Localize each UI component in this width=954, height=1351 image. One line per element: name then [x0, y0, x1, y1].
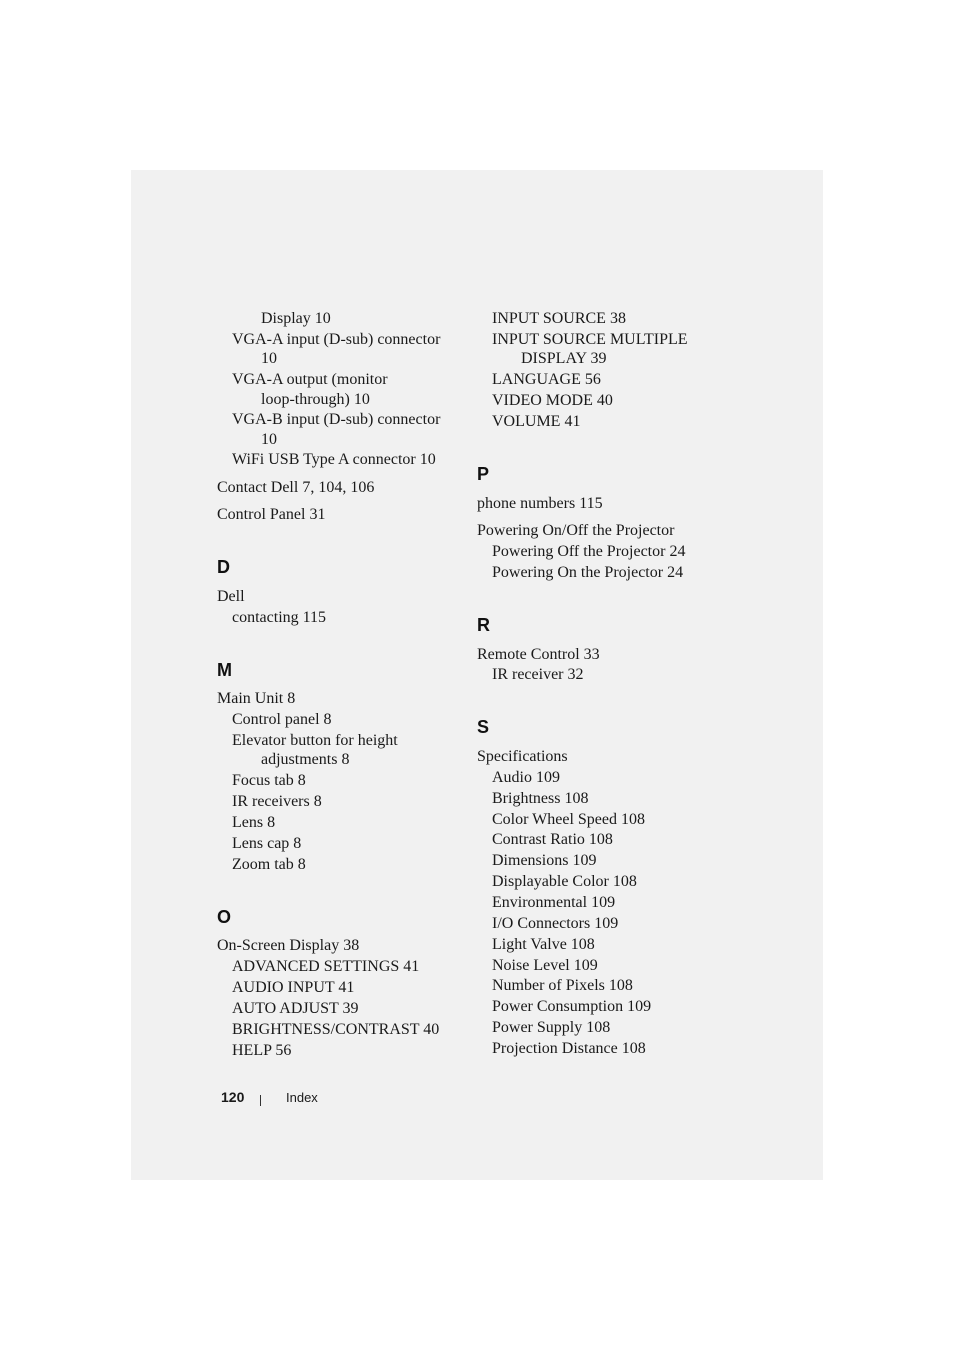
index-entry: Focus tab 8	[232, 772, 306, 789]
index-entry: Elevator button for height	[232, 732, 398, 749]
index-entry: INPUT SOURCE 38	[492, 310, 626, 327]
index-entry: HELP 56	[232, 1042, 292, 1059]
index-entry: Specifications	[477, 748, 568, 765]
index-entry: Power Supply 108	[492, 1019, 611, 1036]
index-entry: BRIGHTNESS/CONTRAST 40	[232, 1021, 440, 1038]
index-entry: phone numbers 115	[477, 495, 603, 512]
index-entry: VGA-A output (monitor	[232, 371, 388, 388]
index-entry: Contrast Ratio 108	[492, 831, 613, 848]
section-heading-r: R	[477, 615, 490, 635]
index-entry: WiFi USB Type A connector 10	[232, 451, 436, 468]
index-entry: IR receivers 8	[232, 793, 322, 810]
index-entry: Dell	[217, 588, 245, 605]
index-entry: I/O Connectors 109	[492, 915, 619, 932]
index-entry: Displayable Color 108	[492, 873, 637, 890]
section-heading-s: S	[477, 717, 490, 737]
index-entry: loop-through) 10	[261, 391, 370, 408]
index-entry: adjustments 8	[261, 751, 350, 768]
index-entry: Powering Off the Projector 24	[492, 543, 686, 560]
section-heading-d: D	[217, 557, 230, 577]
index-entry: AUTO ADJUST 39	[232, 1000, 359, 1017]
index-entry: Audio 109	[492, 769, 560, 786]
page-number: 120	[221, 1089, 245, 1105]
index-entry: Number of Pixels 108	[492, 977, 633, 994]
index-entry: Main Unit 8	[217, 690, 296, 707]
footer-divider	[260, 1095, 261, 1106]
index-entry: VGA-A input (D-sub) connector	[232, 331, 441, 348]
section-heading-m: M	[217, 660, 232, 680]
index-entry: contacting 115	[232, 609, 327, 626]
index-entry: Power Consumption 109	[492, 998, 652, 1015]
index-entry: Zoom tab 8	[232, 856, 306, 873]
section-heading-o: O	[217, 907, 232, 927]
footer-section-title: Index	[286, 1090, 318, 1105]
index-entry: Lens cap 8	[232, 835, 302, 852]
index-entry: Control Panel 31	[217, 506, 326, 523]
index-entry: Color Wheel Speed 108	[492, 811, 646, 828]
index-entry: Lens 8	[232, 814, 276, 831]
index-entry: VIDEO MODE 40	[492, 392, 613, 409]
index-entry: IR receiver 32	[492, 666, 584, 683]
index-entry: LANGUAGE 56	[492, 371, 601, 388]
index-entry: DISPLAY 39	[521, 350, 607, 367]
section-heading-p: P	[477, 464, 490, 484]
index-entry: Light Valve 108	[492, 936, 595, 953]
index-entry: Powering On the Projector 24	[492, 564, 684, 581]
index-entry: Projection Distance 108	[492, 1040, 646, 1057]
index-entry: Environmental 109	[492, 894, 616, 911]
index-entry: VGA-B input (D-sub) connector	[232, 411, 441, 428]
index-entry: AUDIO INPUT 41	[232, 979, 355, 996]
index-entry: Control panel 8	[232, 711, 332, 728]
index-entry: Powering On/Off the Projector	[477, 522, 675, 539]
index-entry: VOLUME 41	[492, 413, 581, 430]
index-entry: Contact Dell 7, 104, 106	[217, 479, 375, 496]
index-entry: 10	[261, 350, 277, 367]
index-entry: Noise Level 109	[492, 957, 598, 974]
index-entry: Brightness 108	[492, 790, 589, 807]
index-entry: 10	[261, 431, 277, 448]
index-entry: ADVANCED SETTINGS 41	[232, 958, 420, 975]
index-entry: INPUT SOURCE MULTIPLE	[492, 331, 688, 348]
index-entry: Dimensions 109	[492, 852, 597, 869]
index-entry: Display 10	[261, 310, 331, 327]
index-entry: On-Screen Display 38	[217, 937, 360, 954]
index-entry: Remote Control 33	[477, 646, 600, 663]
